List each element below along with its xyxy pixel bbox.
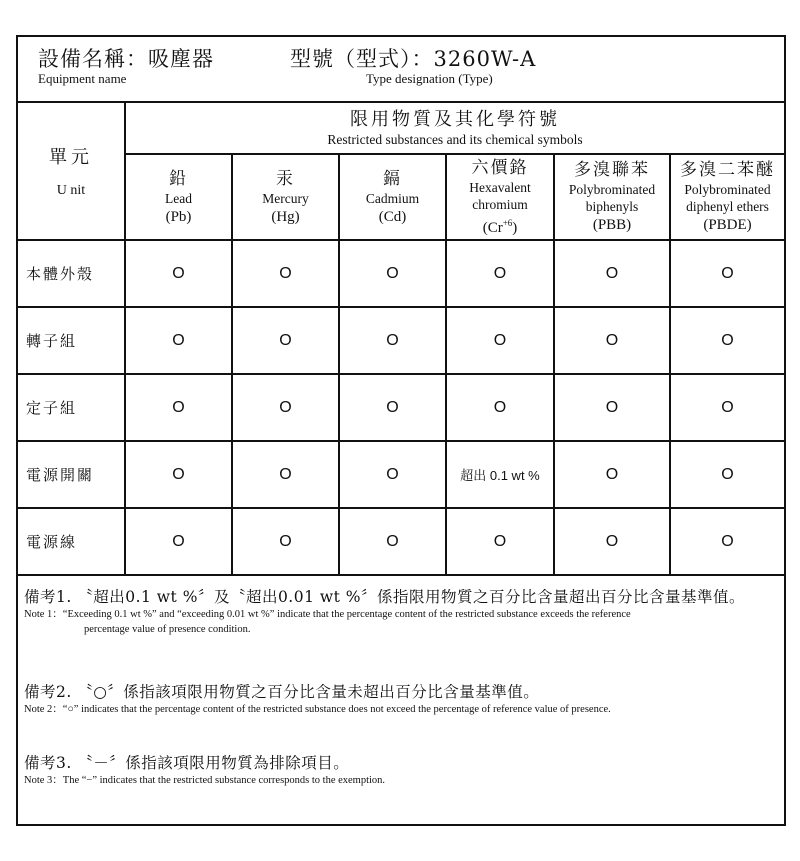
group-header-zh: 限用物質及其化學符號 [350, 109, 560, 130]
equipment-header [18, 37, 784, 103]
presence-mark: O [125, 374, 232, 441]
symbol-base: (Cr [482, 219, 503, 236]
substance-symbol: (Cd) [378, 208, 407, 225]
substance-zh: 鉛 [169, 168, 188, 189]
presence-mark: O [232, 240, 339, 307]
presence-mark: O [554, 240, 670, 307]
type-designation-zh: 型號（型式）：3260W-A [290, 47, 537, 71]
substance-symbol: (PBB) [592, 217, 632, 233]
substance-en: Cadmium [365, 190, 420, 206]
note-zh: 備考1. 〝超出0.1 wt %〞及〝超出0.01 wt %〞係指限用物質之百分比含量超出百分比含量基準值。 [24, 588, 746, 606]
presence-mark: O [670, 240, 784, 307]
restricted-substances-header [125, 103, 784, 154]
substance-en-line2: chromium [472, 196, 528, 212]
unit-name: 轉子組 [18, 307, 125, 374]
group-header-en: Restricted substances and its chemical symbols [327, 132, 583, 147]
substance-zh: 多溴聯苯 [574, 160, 650, 180]
substance-symbol [447, 213, 553, 238]
note-en-line: Note 1：“Exceeding 0.1 wt %” and “exceeding 0.01 wt %” indicate that the percentage content of the restricted substance exceeds the reference [24, 609, 631, 620]
note-en: Note 3：The “−” indicates that the restricted substance corresponds to the exemption. [24, 775, 386, 786]
substance-zh: 六價鉻 [471, 157, 529, 178]
unit-header-zh: 單元 [49, 147, 93, 168]
presence-mark: O [232, 307, 339, 374]
substance-en: Polybrominated [568, 182, 656, 197]
presence-mark: O [339, 508, 446, 575]
presence-mark: O [446, 307, 554, 374]
presence-mark: O [125, 441, 232, 508]
substance-header-cadmium [339, 154, 446, 240]
equipment-name-zh: 設備名稱：吸塵器 [38, 47, 214, 71]
substance-header-pbde [670, 154, 784, 240]
table-row [18, 240, 784, 307]
unit-name: 電源線 [18, 508, 125, 575]
note-en [24, 607, 780, 637]
unit-column-header [18, 103, 125, 240]
presence-mark: O [446, 374, 554, 441]
presence-mark: O [339, 307, 446, 374]
note-en: Note 2：“○” indicates that the percentage content of the restricted substance does not exceed the percentage of reference value of presence. [24, 704, 611, 715]
substance-en: Lead [165, 190, 192, 206]
note-en-continuation: percentage value of presence condition. [84, 624, 251, 635]
substance-zh: 汞 [276, 168, 295, 189]
presence-mark: O [232, 441, 339, 508]
substance-header-hexavalent-chromium [446, 154, 554, 240]
presence-mark: O [125, 508, 232, 575]
presence-mark: O [670, 307, 784, 374]
presence-mark: O [446, 240, 554, 307]
presence-mark: O [554, 441, 670, 508]
substance-header-pbb [554, 154, 670, 240]
presence-mark: O [339, 240, 446, 307]
substance-symbol: (Hg) [271, 208, 300, 225]
substance-en: Polybrominated [684, 182, 771, 197]
presence-mark: O [670, 441, 784, 508]
restricted-substances-table [18, 103, 784, 576]
presence-mark: O [554, 508, 670, 575]
table-row [18, 374, 784, 441]
table-row [18, 508, 784, 575]
substance-symbol: (PBDE) [703, 217, 752, 233]
symbol-superscript: +6 [502, 217, 513, 228]
table-row [18, 441, 784, 508]
presence-mark: O [670, 508, 784, 575]
type-designation-en: Type designation (Type) [366, 71, 493, 86]
substance-en-line2: diphenyl ethers [686, 199, 769, 214]
substance-header-lead [125, 154, 232, 240]
substance-zh: 鎘 [383, 168, 402, 189]
presence-mark: O [339, 441, 446, 508]
unit-name: 定子組 [18, 374, 125, 441]
unit-header-en: U nit [56, 183, 86, 198]
symbol-end: ) [512, 219, 518, 236]
substance-en: Hexavalent [469, 179, 531, 195]
presence-mark: O [232, 508, 339, 575]
presence-mark: O [554, 374, 670, 441]
substance-en-line2: biphenyls [585, 199, 639, 214]
note-zh: 備考2. 〝○〞係指該項限用物質之百分比含量未超出百分比含量基準值。 [24, 683, 540, 701]
presence-mark: O [125, 240, 232, 307]
rohs-declaration-sheet [16, 35, 786, 826]
unit-name: 電源開關 [18, 441, 125, 508]
note-1 [24, 585, 780, 637]
note-zh: 備考3. 〝－〞係指該項限用物質為排除項目。 [24, 754, 350, 772]
presence-mark: O [670, 374, 784, 441]
note-3 [24, 751, 780, 788]
presence-mark: O [232, 374, 339, 441]
presence-mark: O [125, 307, 232, 374]
substance-symbol: (Pb) [165, 208, 192, 225]
unit-name: 本體外殼 [18, 240, 125, 307]
equipment-name-en: Equipment name [38, 71, 127, 86]
presence-mark: O [554, 307, 670, 374]
table-row [18, 307, 784, 374]
presence-mark: O [339, 374, 446, 441]
presence-mark: O [446, 508, 554, 575]
substance-header-mercury [232, 154, 339, 240]
note-2 [24, 680, 780, 717]
substance-en: Mercury [262, 190, 309, 206]
substance-zh: 多溴二苯醚 [680, 160, 775, 180]
exceeds-threshold-mark: 超出 0.1 wt % [446, 441, 554, 508]
